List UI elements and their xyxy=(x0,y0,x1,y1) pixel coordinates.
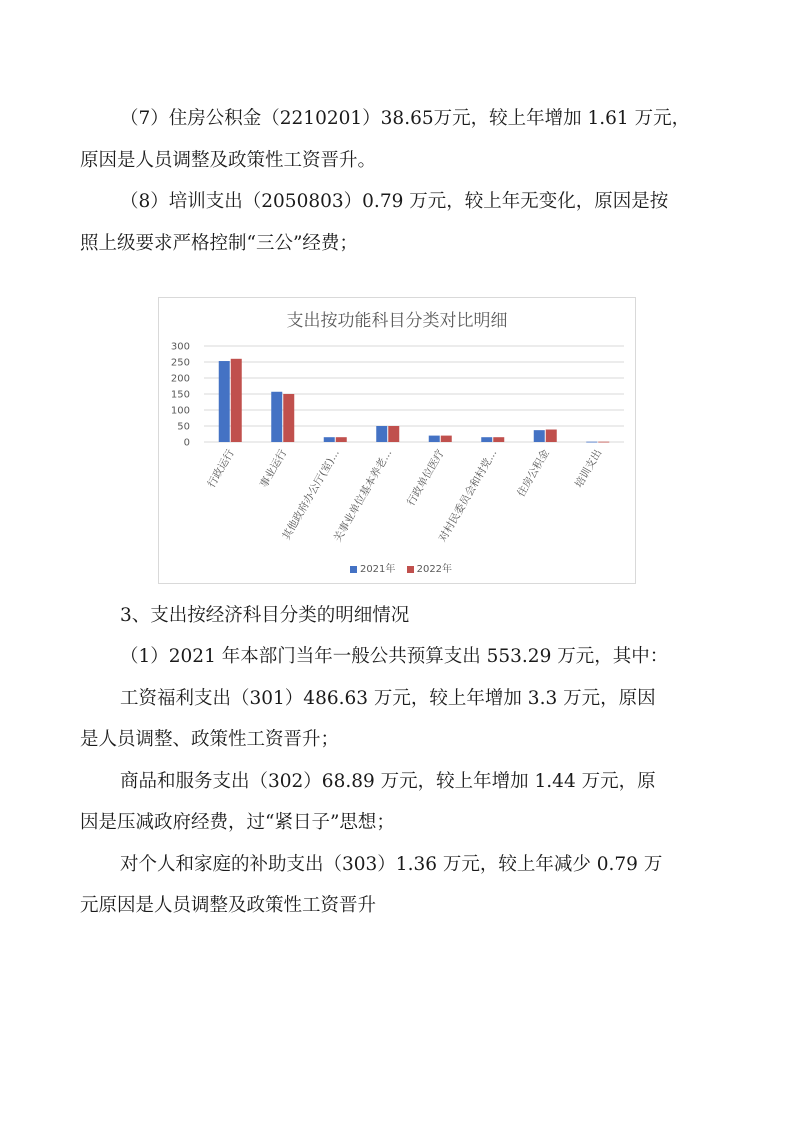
bar-2021 xyxy=(481,437,492,442)
text-line: 工资福利支出（301）486.63 万元，较上年增加 3.3 万元，原因 xyxy=(120,688,656,709)
x-tick-label: 关事业单位基本养老... xyxy=(331,447,395,545)
bar-2022 xyxy=(493,437,504,442)
y-tick-label: 200 xyxy=(170,373,190,385)
bar-chart xyxy=(158,297,636,584)
text-line: 对个人和家庭的补助支出（303）1.36 万元，较上年减少 0.79 万 xyxy=(120,854,663,875)
x-tick-label: 事业运行 xyxy=(257,447,290,490)
bar-2021 xyxy=(376,426,387,442)
x-tick-label: 其他政府办公厅(室)... xyxy=(280,447,342,543)
x-tick-label: 住房公积金 xyxy=(515,447,552,499)
bar-2021 xyxy=(271,392,282,442)
bar-2021 xyxy=(586,442,597,443)
text-line: 因是压减政府经费，过“紧日子”思想； xyxy=(80,812,395,833)
bar-2022 xyxy=(441,436,452,442)
bar-2022 xyxy=(283,394,294,442)
y-tick-label: 300 xyxy=(170,341,190,353)
x-tick-label: 行政单位医疗 xyxy=(404,447,447,509)
bar-2021 xyxy=(219,361,230,442)
chart-title: 支出按功能科目分类对比明细 xyxy=(286,311,508,331)
y-tick-label: 150 xyxy=(170,389,190,401)
y-tick-label: 0 xyxy=(183,437,190,449)
bar-2022 xyxy=(388,426,399,442)
y-tick-label: 100 xyxy=(170,405,190,417)
x-tick-label: 对村民委员会和村党... xyxy=(436,447,500,545)
text-line: 照上级要求严格控制“三公”经费； xyxy=(80,233,358,254)
legend-swatch-2021 xyxy=(350,566,357,573)
text-line: 原因是人员调整及政策性工资晋升。 xyxy=(80,150,377,171)
bar-2022 xyxy=(336,437,347,442)
text-line: （1）2021 年本部门当年一般公共预算支出 553.29 万元，其中： xyxy=(120,646,669,667)
text-line: 商品和服务支出（302）68.89 万元，较上年增加 1.44 万元，原 xyxy=(120,771,656,792)
bar-2022 xyxy=(546,430,557,442)
chart-legend xyxy=(159,560,635,575)
legend-label-2021: 2021年 xyxy=(359,564,396,575)
bar-2021 xyxy=(429,436,440,442)
section-heading: 3、支出按经济科目分类的明细情况 xyxy=(120,605,410,626)
text-line: （7）住房公积金（2210201）38.65万元，较上年增加 1.61 万元， xyxy=(120,108,691,129)
bar-2021 xyxy=(534,430,545,442)
bar-2022 xyxy=(598,442,609,443)
y-tick-label: 250 xyxy=(170,357,190,369)
bar-2022 xyxy=(231,359,242,442)
y-tick-label: 50 xyxy=(177,421,190,433)
legend-label-2022: 2022年 xyxy=(416,564,453,575)
chart-plot xyxy=(159,298,635,583)
text-line: 元原因是人员调整及政策性工资晋升 xyxy=(80,895,377,916)
x-tick-label: 培训支出 xyxy=(572,447,605,490)
text-line: 是人员调整、政策性工资晋升； xyxy=(80,729,340,750)
bar-2021 xyxy=(324,437,335,442)
text-line: （8）培训支出（2050803）0.79 万元，较上年无变化，原因是按 xyxy=(120,191,669,212)
legend-swatch-2022 xyxy=(407,566,414,573)
x-tick-label: 行政运行 xyxy=(205,447,237,490)
